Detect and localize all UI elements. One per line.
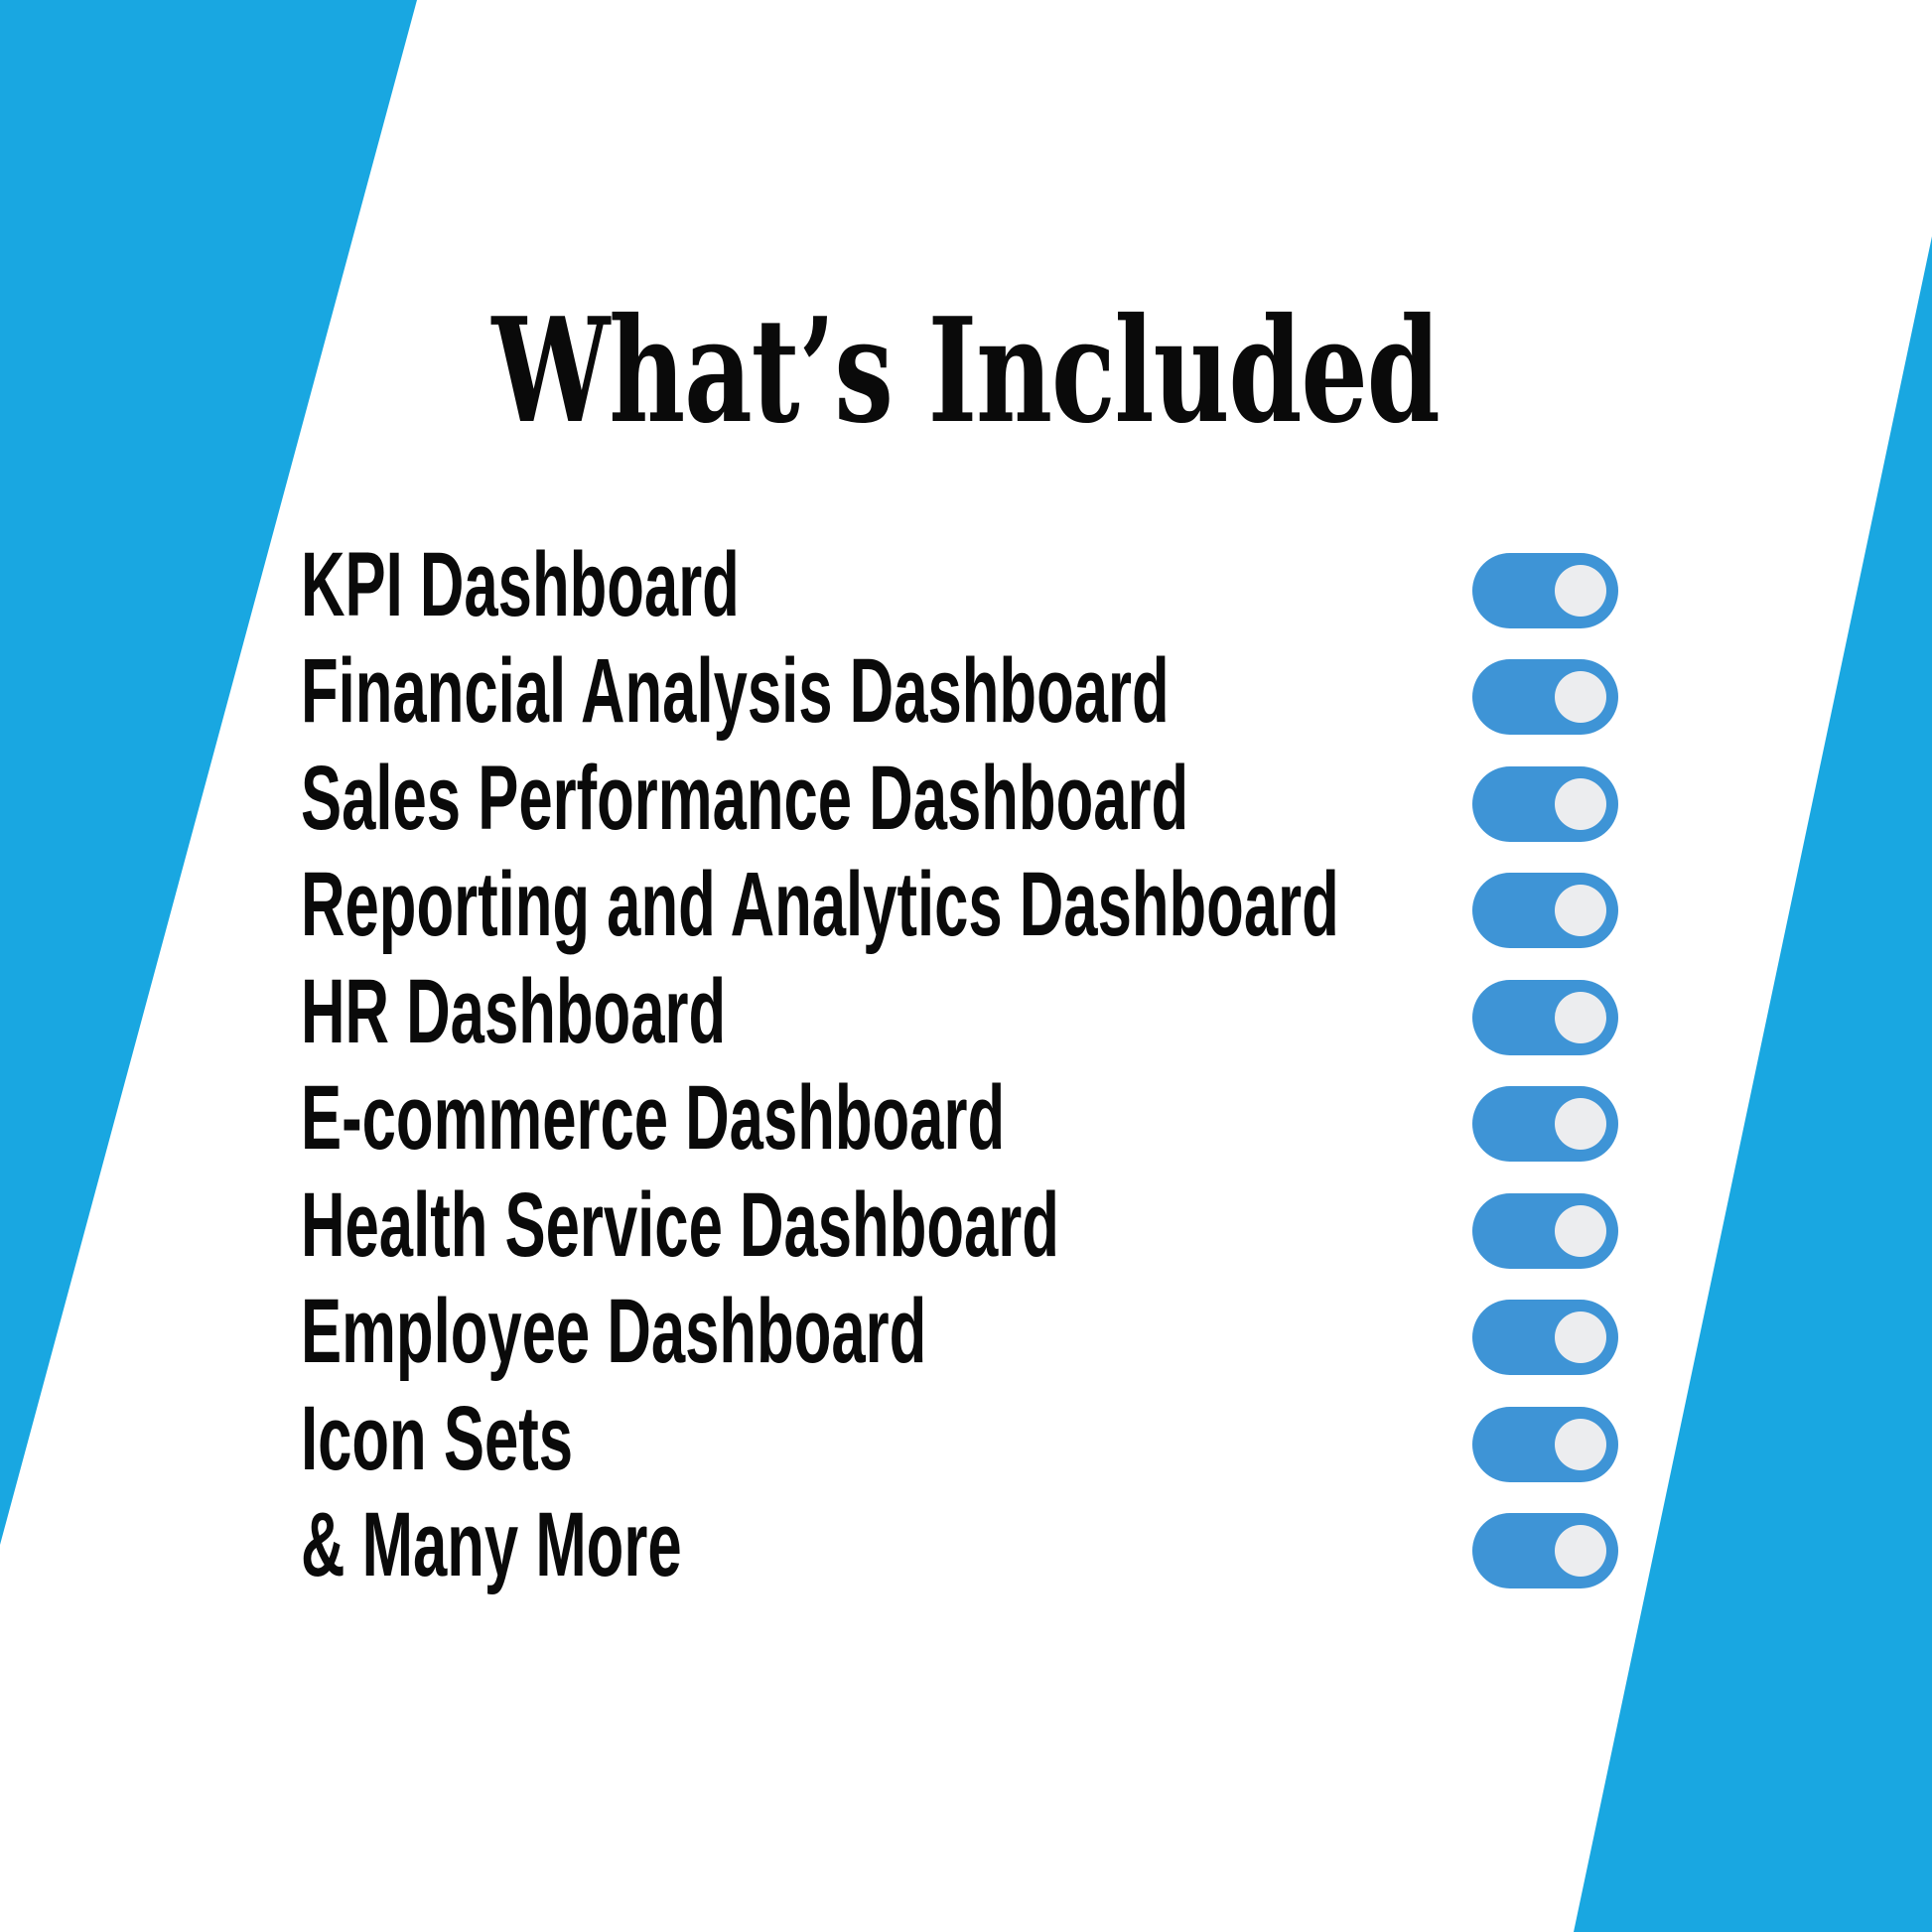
toggle-switch[interactable]	[1472, 873, 1618, 948]
toggle-knob[interactable]	[1555, 565, 1606, 617]
list-item	[0, 1385, 1932, 1492]
toggle-knob[interactable]	[1555, 1311, 1606, 1363]
list-item-label: HR Dashboard	[301, 960, 727, 1062]
list-item	[0, 638, 1932, 746]
toggle-knob[interactable]	[1555, 992, 1606, 1043]
toggle-knob[interactable]	[1555, 1419, 1606, 1470]
toggle-knob[interactable]	[1555, 1098, 1606, 1150]
list-item-label: Employee Dashboard	[301, 1281, 927, 1383]
list-item-label: KPI Dashboard	[301, 533, 740, 635]
toggle-switch[interactable]	[1472, 1300, 1618, 1375]
list-item-label: & Many More	[301, 1494, 682, 1596]
toggle-knob[interactable]	[1555, 885, 1606, 936]
toggle-switch[interactable]	[1472, 1193, 1618, 1269]
list-item	[0, 1172, 1932, 1279]
list-item	[0, 1065, 1932, 1173]
list-item	[0, 531, 1932, 638]
toggle-switch[interactable]	[1472, 659, 1618, 735]
list-item-label: E-commerce Dashboard	[301, 1067, 1006, 1170]
toggle-knob[interactable]	[1555, 778, 1606, 830]
toggle-switch[interactable]	[1472, 1407, 1618, 1482]
list-item	[0, 958, 1932, 1065]
list-item-label: Financial Analysis Dashboard	[301, 640, 1170, 743]
toggle-switch[interactable]	[1472, 766, 1618, 842]
toggle-knob[interactable]	[1555, 1525, 1606, 1577]
toggle-switch[interactable]	[1472, 980, 1618, 1055]
toggle-knob[interactable]	[1555, 1205, 1606, 1257]
toggle-switch[interactable]	[1472, 1513, 1618, 1588]
title-container	[0, 204, 1932, 540]
list-item-label: Reporting and Analytics Dashboard	[301, 854, 1339, 956]
list-item-label: Sales Performance Dashboard	[301, 747, 1189, 849]
list-item	[0, 1492, 1932, 1599]
toggle-knob[interactable]	[1555, 671, 1606, 723]
list-item	[0, 745, 1932, 852]
page-title: What’s Included	[491, 287, 1441, 457]
list-item-label: Icon Sets	[301, 1387, 574, 1489]
list-item	[0, 852, 1932, 959]
toggle-switch[interactable]	[1472, 1086, 1618, 1162]
list-item	[0, 1279, 1932, 1386]
list-item-label: Health Service Dashboard	[301, 1173, 1059, 1276]
feature-list	[0, 531, 1932, 1598]
toggle-switch[interactable]	[1472, 553, 1618, 628]
